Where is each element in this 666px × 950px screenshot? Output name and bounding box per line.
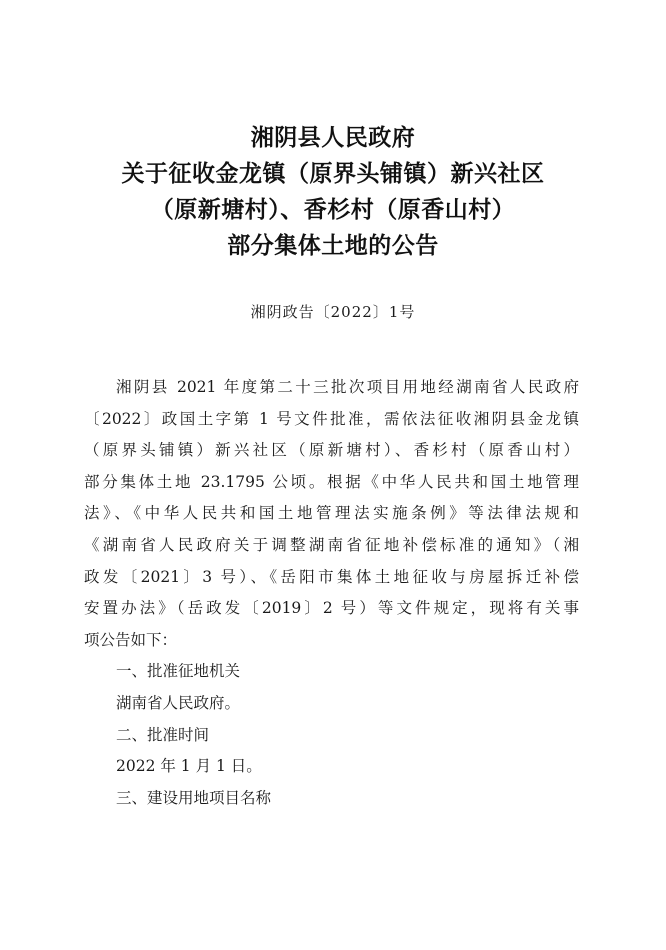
paragraph-line: 法》、《中华人民共和国土地管理法实施条例》等法律法规和 (84, 504, 579, 523)
paragraph-line: 〔2022〕政国土字第 1 号文件批准，需依法征收湘阴县金龙镇 (84, 409, 579, 428)
document-number: 湘阴政告〔2022〕1号 (250, 303, 416, 321)
paragraph-line: （原界头铺镇）新兴社区（原新塘村）、香杉村（原香山村） (84, 441, 579, 460)
title-line-1: 湘阴县人民政府 (250, 124, 416, 151)
section-content-approval-authority: 湖南省人民政府。 (116, 693, 241, 712)
announcement-body (84, 372, 579, 814)
section-content-approval-time: 2022 年 1 月 1 日。 (116, 757, 262, 776)
title-line-2: 关于征收金龙镇（原界头铺镇）新兴社区 (121, 160, 545, 187)
paragraph-line: 部分集体土地 23.1795 公顷。根据《中华人民共和国土地管理 (84, 472, 579, 491)
paragraph-line: 安置办法》（岳政发〔2019〕2 号）等文件规定，现将有关事 (84, 599, 579, 618)
paragraph-line: 《湖南省人民政府关于调整湖南省征地补偿标准的通知》（湘 (84, 535, 579, 554)
paragraph-line: 政发〔2021〕3 号）、《岳阳市集体土地征收与房屋拆迁补偿 (84, 567, 579, 586)
section-heading-project-name: 三、建设用地项目名称 (116, 788, 272, 807)
section-heading-approval-authority: 一、批准征地机关 (116, 662, 241, 681)
document-title (0, 120, 666, 264)
paragraph-line: 项公告如下： (84, 630, 178, 649)
title-line-4: 部分集体土地的公告 (227, 232, 439, 259)
paragraph-line: 湘阴县 2021 年度第二十三批次项目用地经湖南省人民政府 (116, 378, 579, 396)
section-heading-approval-time: 二、批准时间 (116, 725, 210, 744)
title-line-3: （原新塘村）、香杉村（原香山村） (150, 196, 516, 223)
